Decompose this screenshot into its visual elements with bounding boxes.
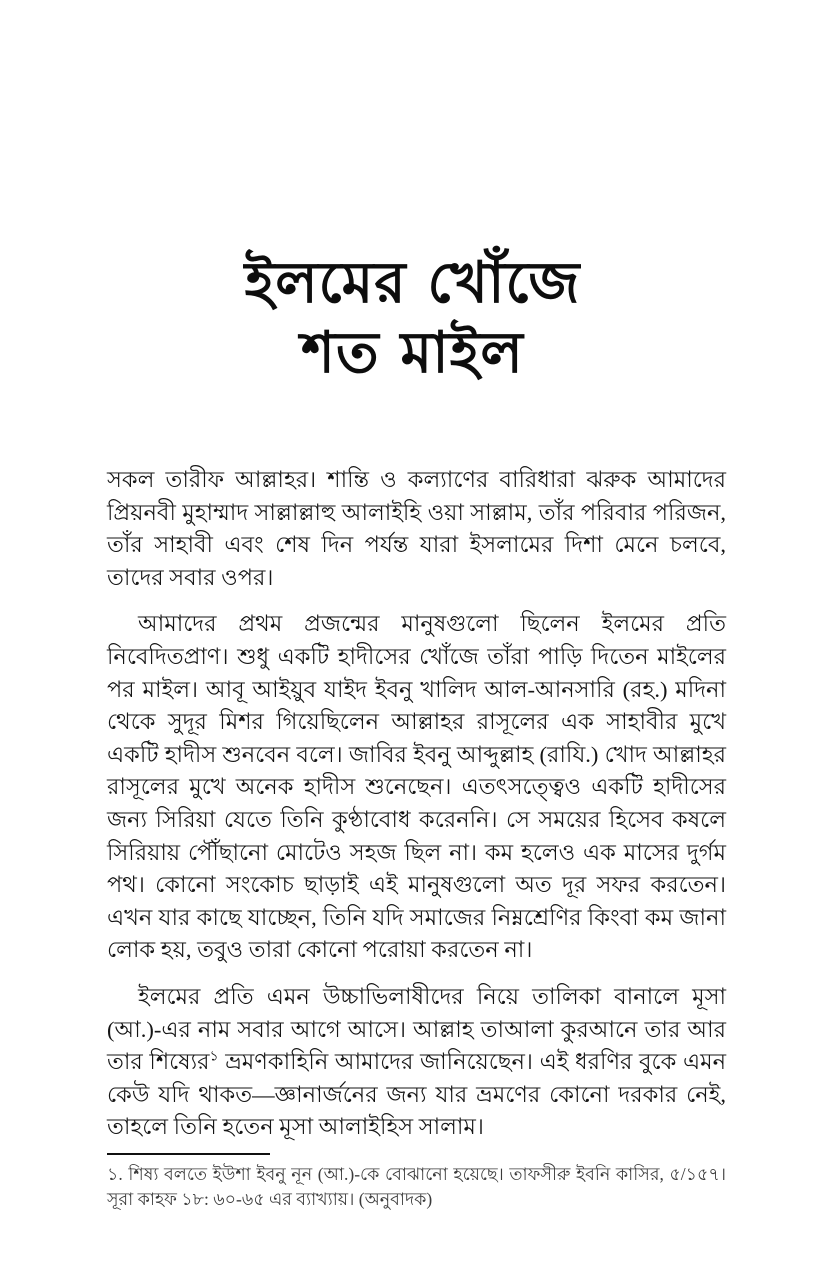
body-text <box>107 464 726 1144</box>
footnote <box>107 1162 726 1213</box>
chapter-title-line-2: শত মাইল <box>301 320 524 386</box>
paragraph-1: সকল তারীফ আল্লাহর। শান্তি ও কল্যাণের বারিধারা ঝরুক আমাদের প্রিয়নবী মুহাম্মাদ সাল্লাল্লাহু আলাইহি ওয়া সাল্লাম, তাঁর পরিবার পরিজন, তাঁর সাহাবী এবং শেষ দিন পর্যন্ত যারা ইসলামের দিশা মেনে চলবে, তাদের সবার ওপর। <box>107 467 726 590</box>
chapter-title <box>0 0 825 388</box>
paragraph-3-text-after-ref: ভ্রমণকাহিনি আমাদের জানিয়েছেন। এই ধরণির বুকে এমন কেউ যদি থাকত—জ্ঞানার্জনের জন্য যার ভ্রমণের কোনো দরকার নেই, তাহলে তিনি হতেন মূসা আলাইহিস সালাম। <box>107 1049 727 1140</box>
footnote-separator <box>107 1153 270 1155</box>
footnote-text: ১. শিষ্য বলতে ইউশা ইবনু নূন (আ.)-কে বোঝানো হয়েছে। তাফসীরু ইবনি কাসির, ৫/১৫৭। সূরা কাহফ ১৮: ৬০-৬৫ এর ব্যাখ্যায়। (অনুবাদক) <box>107 1163 726 1210</box>
chapter-title-line-1: ইলমের খোঁজে <box>244 250 581 316</box>
paragraph-2: আমাদের প্রথম প্রজন্মের মানুষগুলো ছিলেন ইলমের প্রতি নিবেদিতপ্রাণ। শুধু একটি হাদীসের খোঁজে তাঁরা পাড়ি দিতেন মাইলের পর মাইল। আবূ আইয়ুব যাইদ ইবনু খালিদ আল-আনসারি (রহ.) মদিনা থেকে সুদূর মিশর গিয়েছিলেন আল্লাহর রাসূলের এক সাহাবীর মুখে একটি হাদীস শুনবেন বলে। জাবির ইবনু আব্দুল্লাহ (রাযি.) খোদ আল্লাহর রাসূলের মুখে অনেক হাদীস শুনেছেন। এতৎসত্ত্বেও একটি হাদীসের জন্য সিরিয়া যেতে তিনি কুণ্ঠাবোধ করেননি। সে সময়ের হিসেব কষলে সিরিয়ায় পৌঁছানো মোটেও সহজ ছিল না। কম হলেও এক মাসের দুর্গম পথ। কোনো সংকোচ ছাড়াই এই মানুষগুলো অত দূর সফর করতেন। এখন যার কাছে যাচ্ছেন, তিনি যদি সমাজের নিম্নশ্রেণির কিংবা কম জানা লোক হয়, তবুও তারা কোনো পরোয়া করতেন না। <box>107 611 726 963</box>
paragraph-3-text-before-ref: ইলমের প্রতি এমন উচ্চাভিলাষীদের নিয়ে তালিকা বানালে মূসা (আ.)-এর নাম সবার আগে আসে। আল্লাহ তাআলা কুরআনে তার আর তার শিষ্যের <box>107 983 726 1075</box>
footnote-ref-marker: ১ <box>209 1049 219 1065</box>
paragraph-3 <box>107 981 726 1144</box>
